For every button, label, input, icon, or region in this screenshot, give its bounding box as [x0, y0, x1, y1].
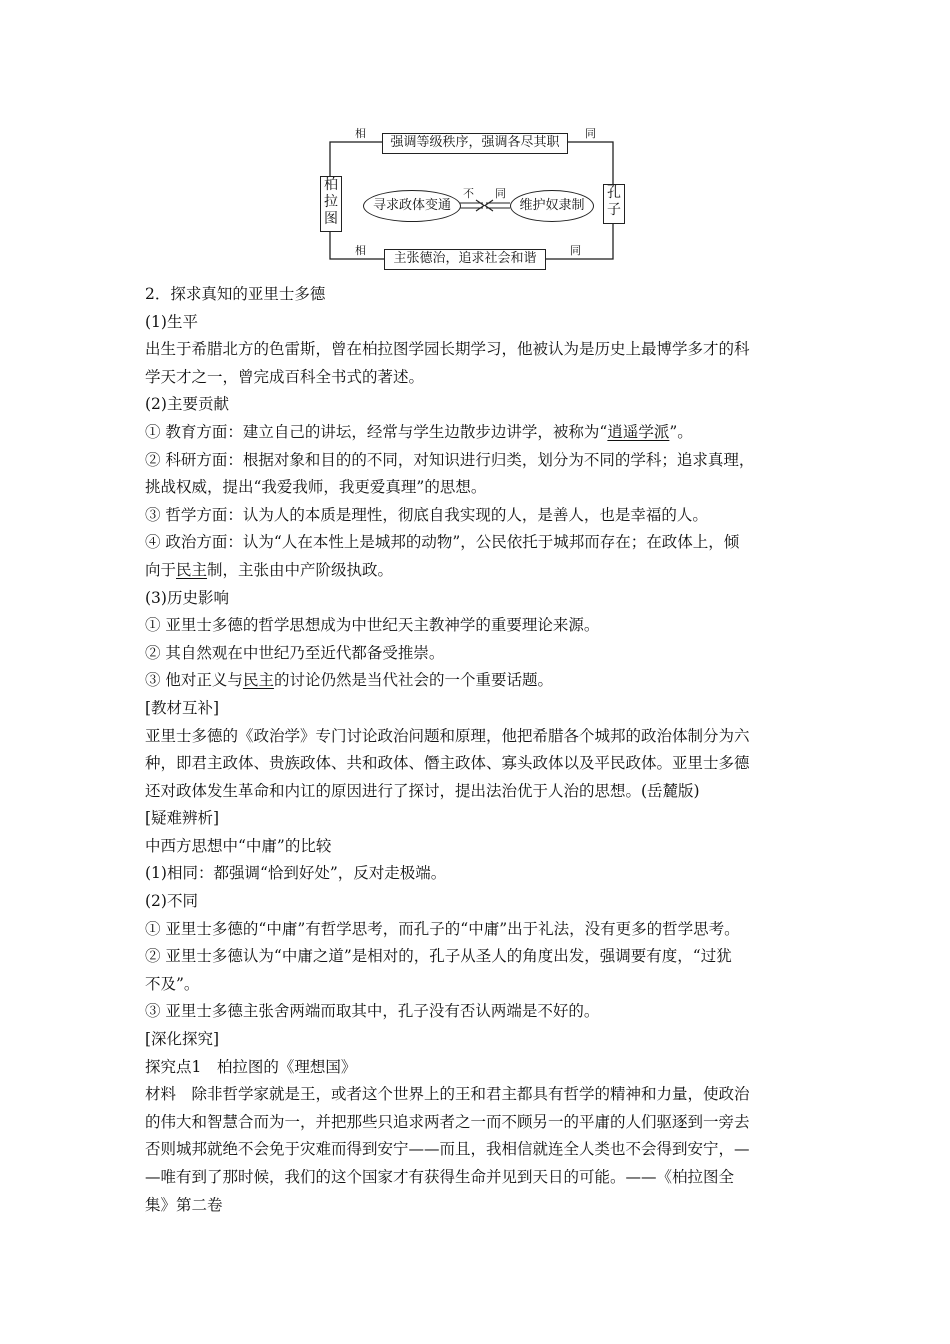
paragraph-line: 集》第二卷 — [145, 1195, 223, 1214]
paragraph-line: 出生于希腊北方的色雷斯，曾在柏拉图学园长期学习，他被认为是历史上最博学多才的科 — [145, 340, 750, 359]
paragraph-line: (2)不同 — [145, 892, 198, 911]
bottom-left-tag: 相 — [355, 244, 366, 257]
document-body — [145, 281, 815, 1219]
list-item: ② 亚里士多德认为“中庸之道”是相对的，孔子从圣人的角度出发，强调要有度，“过犹 — [145, 947, 732, 966]
plato-label: 柏拉图 — [324, 177, 338, 227]
bottom-common-box — [384, 249, 546, 270]
text-span: ③ 他对正义与 — [145, 671, 243, 690]
paragraph-line: —唯有到了那时候，我们的这个国家才有获得生命并见到天日的可能。——《柏拉图全 — [145, 1168, 735, 1186]
paragraph-line: 中西方思想中“中庸”的比较 — [145, 836, 332, 855]
top-common-text: 强调等级秩序，强调各尽其职 — [390, 135, 560, 150]
list-item-research: ② 科研方面：根据对象和目的的不同，对知识进行归类，划分为不同的学科；追求真理， — [145, 450, 755, 469]
underlined-term: 民主 — [242, 671, 274, 690]
list-item: ② 其自然观在中世纪乃至近代都备受推崇。 — [145, 643, 445, 662]
list-item: ① 亚里士多德的“中庸”有哲学思考，而孔子的“中庸”出于礼法，没有更多的哲学思考。 — [145, 919, 740, 938]
paragraph-line: 的伟大和智慧合而为一，并把那些只追求两者之一而不顾另一的平庸的人们驱逐到一旁去 — [145, 1112, 750, 1131]
plato-node — [320, 176, 342, 232]
bottom-common-text: 主张德治，追求社会和谐 — [393, 251, 537, 266]
text-span: 向于 — [145, 560, 177, 579]
paragraph-line: 还对政体发生革命和内讧的原因进行了探讨，提出法治优于人治的思想。(岳麓版) — [145, 781, 700, 800]
paragraph-line: 不及”。 — [145, 974, 200, 993]
paragraph-line: 探究点1 柏拉图的《理想国》 — [145, 1057, 357, 1076]
top-left-tag: 相 — [355, 127, 366, 140]
subheading-contributions: (2)主要贡献 — [145, 395, 229, 414]
text-span: 制，主张由中产阶级执政。 — [207, 560, 394, 579]
list-item — [145, 667, 815, 695]
list-item: ③ 亚里士多德主张舍两端而取其中，孔子没有否认两端是不好的。 — [145, 1002, 600, 1021]
text-span: ① 教育方面：建立自己的讲坛，经常与学生边散步边讲学，被称为“ — [145, 422, 608, 441]
section-heading: 2．探求真知的亚里士多德 — [145, 285, 326, 303]
text-span: ”。 — [669, 422, 693, 441]
list-item-education — [145, 419, 815, 447]
section-tag: [深化探究] — [145, 1030, 220, 1049]
list-item: ① 亚里士多德的哲学思想成为中世纪天主教神学的重要理论来源。 — [145, 616, 600, 635]
paragraph-line — [145, 557, 815, 585]
subheading-influence: (3)历史影响 — [145, 588, 229, 607]
subheading-life: (1)生平 — [145, 312, 198, 331]
top-common-box — [382, 133, 568, 154]
list-item-philosophy: ③ 哲学方面：认为人的本质是理性，彻底自我实现的人，是善人，也是幸福的人。 — [145, 505, 708, 524]
paragraph-line: 挑战权威，提出“我爱我师，我更爱真理”的思想。 — [145, 478, 487, 497]
underlined-term: 民主 — [176, 560, 208, 579]
right-ellipse-text: 维护奴隶制 — [519, 198, 585, 213]
right-ellipse — [510, 190, 594, 222]
paragraph-line: (1)相同：都强调“恰到好处”，反对走极端。 — [145, 864, 447, 883]
paragraph-line: 材料 除非哲学家就是王，或者这个世界上的王和君主都具有哲学的精神和力量，使政治 — [145, 1085, 750, 1104]
paragraph-line: 种，即君主政体、贵族政体、共和政体、僭主政体、寡头政体以及平民政体。亚里士多德 — [145, 754, 750, 773]
confucius-label: 孔子 — [607, 185, 621, 218]
section-tag: [疑难辨析] — [145, 809, 220, 828]
middle-tag-same: 同 — [495, 187, 506, 200]
left-ellipse-text: 寻求政体变通 — [372, 198, 451, 213]
comparison-diagram — [300, 118, 650, 278]
left-ellipse — [363, 190, 461, 222]
underlined-term: 逍遥学派 — [607, 422, 670, 441]
paragraph-line: 学天才之一，曾完成百科全书式的著述。 — [145, 367, 425, 386]
list-item-politics: ④ 政治方面：认为“人在本性上是城邦的动物”，公民依托于城邦而存在；在政体上，倾 — [145, 533, 740, 552]
paragraph-line: 否则城邦就绝不会免于灾难而得到安宁——而且，我相信就连全人类也不会得到安宁，— — [145, 1140, 750, 1159]
middle-tag-not: 不 — [463, 187, 474, 200]
confucius-node — [603, 184, 625, 224]
section-tag: [教材互补] — [145, 698, 220, 717]
text-span: 的讨论仍然是当代社会的一个重要话题。 — [273, 671, 553, 690]
top-right-tag: 同 — [585, 127, 596, 140]
paragraph-line: 亚里士多德的《政治学》专门讨论政治问题和原理，他把希腊各个城邦的政治体制分为六 — [145, 726, 750, 745]
bottom-right-tag: 同 — [570, 244, 581, 257]
